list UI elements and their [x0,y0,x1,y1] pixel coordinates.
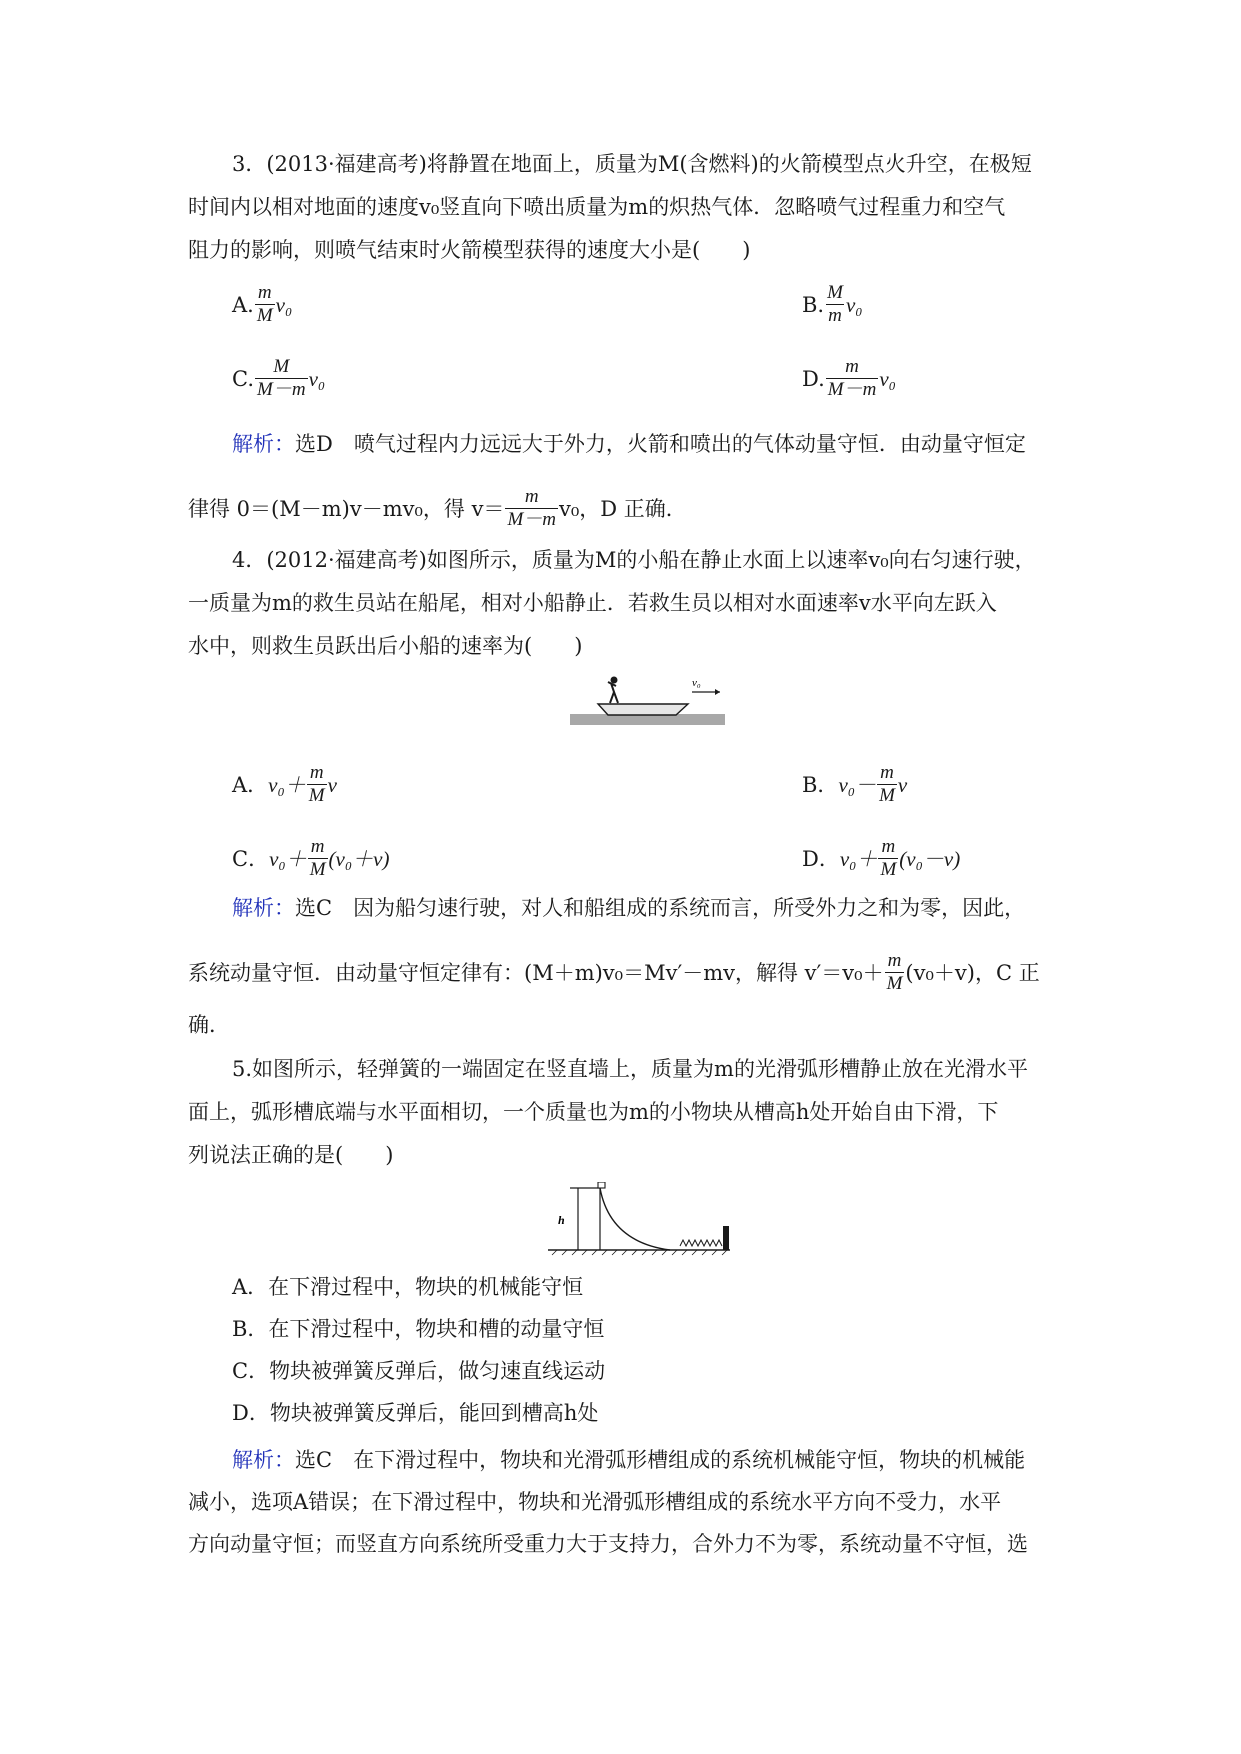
q3-option-c-fraction [255,356,308,401]
q3-option-a-label: A. [232,292,254,317]
q4-stem-line-3: 水中，则救生员跃出后小船的速率为( ) [188,634,583,658]
fraction-denominator: m [828,305,842,326]
q3-analysis-text-2: 律得 0＝(M－m)v－mv₀，得 v＝ [188,496,505,521]
q3-option-c [232,356,325,401]
q3-option-b-label: B. [802,292,825,317]
fraction-denominator: M [308,785,325,806]
fraction-numerator: m [309,762,324,783]
q4-analysis-text-2-tail: (v₀＋v)，C 正 [905,960,1040,985]
q3-option-b [802,282,863,327]
q3-option-d-fraction [826,356,879,401]
q4-option-c [232,836,389,881]
q4-option-d-pre: v₀＋ [839,846,878,871]
fraction-denominator: M－m [827,379,877,400]
fraction-denominator: M [879,785,895,806]
fraction-denominator: M [886,973,903,994]
analysis-label: 解析： [232,432,295,456]
boat-hull [598,704,688,715]
q3-analysis-text-2-tail: v₀，D 正确． [559,496,687,521]
q3-analysis-line-1 [232,430,1026,458]
q4-option-a-label: A． [232,772,269,797]
q3-stem-line-2: 时间内以相对地面的速度v₀竖直向下喷出质量为m的炽热气体．忽略喷气过程重力和空气 [188,195,1006,219]
q3-analysis-fraction [505,486,558,531]
arc-groove [600,1188,670,1250]
analysis-label: 解析： [232,1448,295,1472]
q4-analysis-line-2 [188,950,1040,995]
q3-option-b-fraction [825,282,845,327]
q4-analysis-text-2: 系统动量守恒．由动量守恒定律有：(M＋m)v₀＝Mv′－mv，解得 v′＝v₀＋ [188,960,884,985]
q3-option-a-fraction [255,282,275,327]
fraction-numerator: M [827,282,843,303]
spring-groove-figure [548,1182,738,1260]
q5-analysis-line-1 [232,1446,1025,1474]
q4-option-a [232,762,337,807]
q4-option-a-fraction [307,762,327,807]
fraction-numerator: m [524,486,539,507]
fraction-numerator: m [887,950,902,971]
q5-stem-line-2: 面上，弧形槽底端与水平面相切，一个质量也为m的小物块从槽高h处开始自由下滑，下 [188,1100,999,1124]
q3-analysis-text-1: 选D 喷气过程内力远远大于外力，火箭和喷出的气体动量守恒．由动量守恒定 [295,432,1026,456]
q4-option-d [802,836,960,881]
q5-stem-line-1: 5.如图所示，轻弹簧的一端固定在竖直墙上，质量为m的光滑弧形槽静止放在光滑水平 [232,1057,1028,1081]
q4-option-a-tail: v [327,772,337,797]
fraction-numerator: m [880,762,894,783]
spring-icon [680,1240,722,1246]
lifeguard-icon [608,677,618,704]
q3-option-c-tail: v₀ [308,366,326,391]
q4-analysis-text-1: 选C 因为船匀速行驶，对人和船组成的系统而言，所受外力之和为零，因此， [295,896,1026,920]
small-block [598,1182,605,1188]
q4-option-b-tail: v [897,772,908,797]
q4-option-c-pre: v₀＋ [269,846,307,871]
fraction-denominator: M [256,305,273,326]
q4-option-c-fraction [308,836,328,881]
q3-option-a-tail: v₀ [275,292,293,317]
fraction-numerator: m [881,836,896,857]
q3-option-d-label: D. [802,366,825,391]
arrow-head-icon [715,689,720,695]
q5-analysis-line-2: 减小，选项A错误；在下滑过程中，物块和光滑弧形槽组成的系统水平方向不受力，水平 [188,1490,1002,1514]
q3-stem-line-1: 3．(2013·福建高考)将静置在地面上，质量为M(含燃料)的火箭模型点火升空，在极短 [232,152,1032,176]
q4-option-a-pre: v₀＋ [268,772,306,797]
fraction-numerator: M [273,356,290,377]
fraction-denominator: M－m [257,379,306,400]
q4-option-b [802,762,907,807]
q4-stem-line-2: 一质量为m的救生员站在船尾，相对小船静止．若救生员以相对水面速率v水平向左跃入 [188,591,997,615]
q4-analysis-fraction [885,950,905,995]
q4-option-b-pre: v₀－ [838,772,877,797]
q4-option-d-fraction [878,836,898,881]
q3-option-c-label: C. [232,366,254,391]
q3-option-b-tail: v₀ [845,292,863,317]
fraction-denominator: M [880,859,897,880]
q4-option-b-fraction [877,762,897,807]
q3-stem-line-3: 阻力的影响，则喷气结束时火箭模型获得的速度大小是( ) [188,238,751,262]
fraction-numerator: m [845,356,859,377]
q3-analysis-line-2 [188,486,687,531]
q5-analysis-text-1: 选C 在下滑过程中，物块和光滑弧形槽组成的系统机械能守恒，物块的机械能 [295,1448,1026,1472]
boat-figure [570,670,725,730]
height-label: h [558,1213,565,1227]
q4-option-d-label: D． [802,846,840,871]
q4-option-c-tail: (v₀＋v) [328,846,390,871]
q5-option-a: A．在下滑过程中，物块的机械能守恒 [232,1275,584,1299]
q5-option-d: D．物块被弹簧反弹后，能回到槽高h处 [232,1401,599,1425]
q3-option-d-tail: v₀ [879,366,896,391]
fraction-denominator: M－m [507,509,556,530]
q3-option-a [232,282,292,327]
q4-analysis-line-1 [232,894,1025,922]
q4-stem-line-1: 4．(2012·福建高考)如图所示，质量为M的小船在静止水面上以速率v₀向右匀速行驶， [232,548,1036,572]
ground-hatch [552,1250,727,1255]
q5-analysis-line-3: 方向动量守恒；而竖直方向系统所受重力大于支持力，合外力不为零，系统动量不守恒，选 [188,1532,1028,1556]
q4-option-b-label: B． [802,772,839,797]
fraction-numerator: m [257,282,272,303]
q5-stem-line-3: 列说法正确的是( ) [188,1143,394,1167]
wall [723,1226,729,1250]
velocity-label: v₀ [692,677,701,689]
q4-option-d-tail: (v₀－v) [899,846,961,871]
q4-option-c-label: C． [232,846,270,871]
fraction-denominator: M [309,859,326,880]
q5-option-b: B．在下滑过程中，物块和槽的动量守恒 [232,1317,605,1341]
q5-option-c: C．物块被弹簧反弹后，做匀速直线运动 [232,1359,606,1383]
analysis-label: 解析： [232,896,295,920]
q3-option-d [802,356,896,401]
fraction-numerator: m [310,836,325,857]
q4-analysis-line-3: 确． [188,1013,230,1037]
